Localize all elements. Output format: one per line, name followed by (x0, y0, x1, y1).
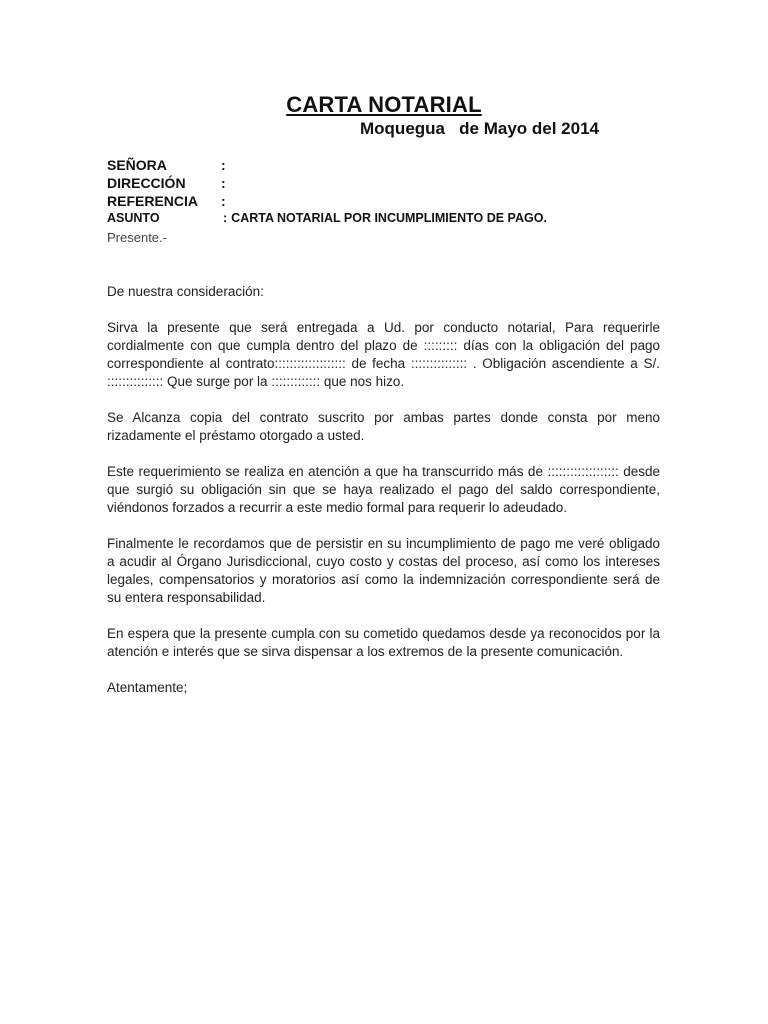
paragraph: Finalmente le recordamos que de persistir en su incumplimiento de pago me veré obligado a acudir al Órgano Jurisdiccional, cuyo costo y costas del proceso, así como los intereses legales, compensatorios y moratorios así como la indemnización correspondiente será de su entera responsabilidad. (107, 536, 660, 605)
field-label-asunto: ASUNTO (107, 211, 160, 225)
closing: Atentamente; (107, 680, 188, 695)
field-label-direccion: DIRECCIÓN (107, 175, 186, 191)
field-direccion (107, 174, 667, 192)
letter-body (107, 283, 660, 715)
field-senora (107, 156, 667, 174)
paragraph: Este requerimiento se realiza en atención a que ha transcurrido más de ::::::::::::::::::: desde que surgió su obligación sin que se haya realizado el pago del saldo correspondiente, viéndonos forzados a recurrir a este medio formal para requerir lo adeudado. (107, 464, 660, 515)
letter-title: CARTA NOTARIAL (286, 92, 482, 117)
paragraph: Se Alcanza copia del contrato suscrito por ambas partes donde consta por meno rizadamente el préstamo otorgado a usted. (107, 410, 660, 443)
field-colon: : (223, 211, 228, 225)
field-asunto (107, 210, 667, 226)
subject-value: CARTA NOTARIAL POR INCUMPLIMIENTO DE PAGO. (231, 211, 547, 225)
place-date: Moquegua de Mayo del 2014 (360, 119, 600, 138)
header-fields (107, 156, 667, 248)
field-colon: : (221, 157, 226, 173)
field-colon: : (221, 175, 226, 191)
field-colon: : (221, 193, 226, 209)
field-referencia (107, 192, 667, 210)
presente-line: Presente.- (107, 230, 167, 245)
field-label-referencia: REFERENCIA (107, 193, 199, 209)
paragraph: Sirva la presente que será entregada a Ud. por conducto notarial, Para requerirle cordialmente con que cumpla dentro del plazo de ::::::::: días con la obligación del pago correspondiente al contrato::::::::::::::::::: de fecha ::::::::::::::: . Obligación ascendiente a S/. ::::::::::::::: Que surge por la ::::::::::::: que nos hizo. (107, 320, 660, 389)
paragraph: En espera que la presente cumpla con su cometido quedamos desde ya reconocidos por la atención e interés que se sirva dispensar a los extremos de la presente comunicación. (107, 626, 660, 659)
field-label-senora: SEÑORA (107, 157, 167, 173)
greeting: De nuestra consideración: (107, 284, 264, 299)
